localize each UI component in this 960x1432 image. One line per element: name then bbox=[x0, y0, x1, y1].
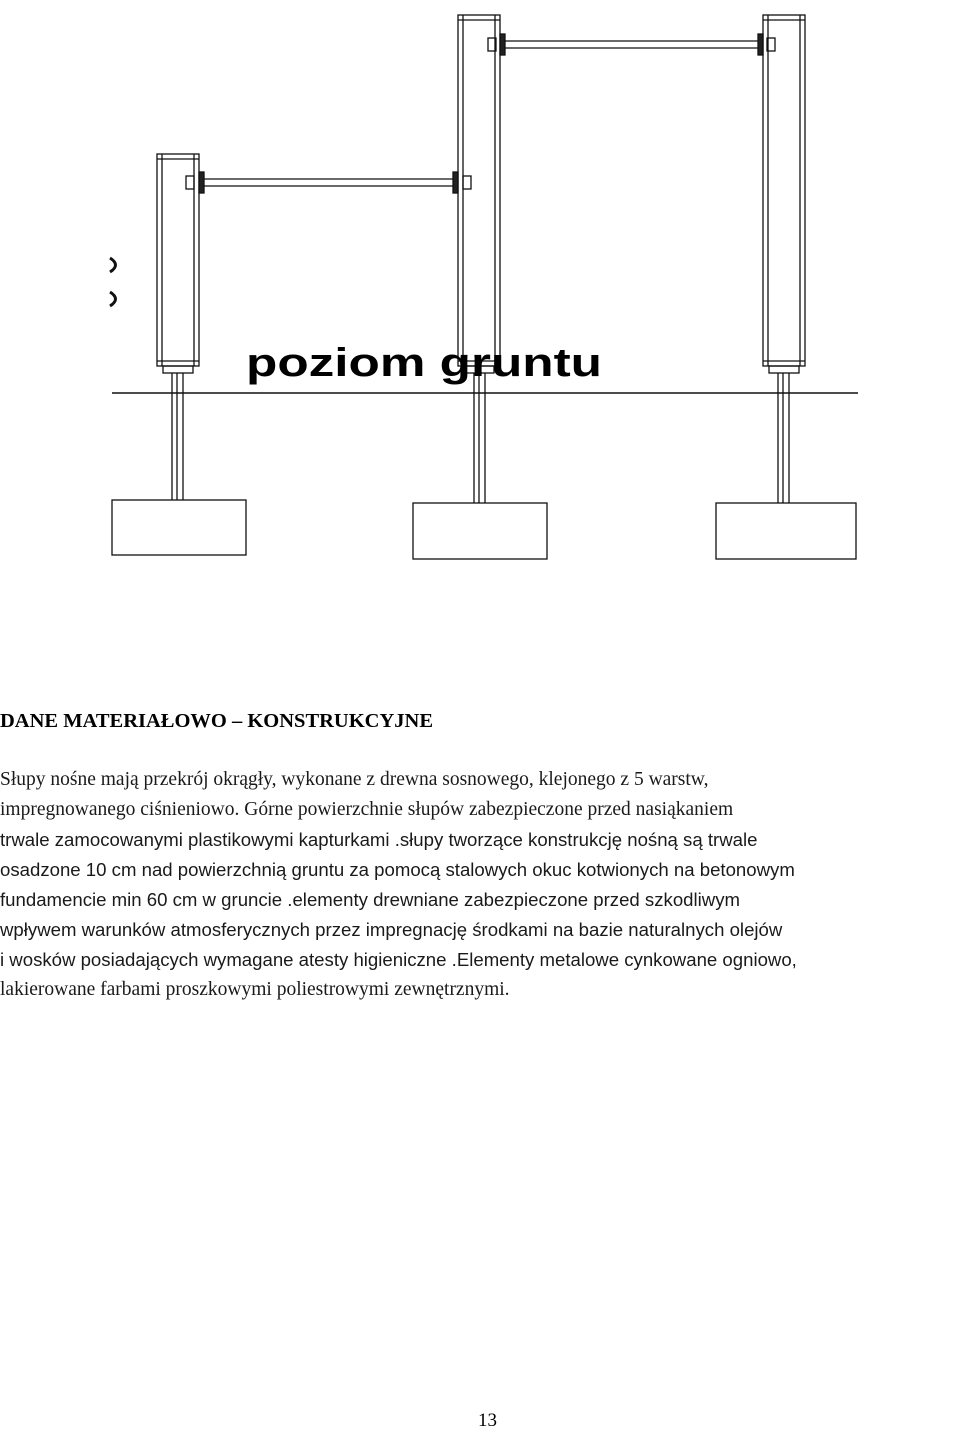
foundation-middle bbox=[413, 503, 547, 559]
page-number: 13 bbox=[478, 1410, 497, 1431]
edge-marks bbox=[110, 258, 116, 306]
paragraph-line: trwale zamocowanymi plastikowymi kapturkami .słupy tworzące konstrukcję nośną są trwale bbox=[0, 829, 758, 850]
paragraph-line: Słupy nośne mają przekrój okrągły, wykonane z drewna sosnowego, klejonego z 5 warstw, bbox=[0, 769, 709, 790]
paragraph-line: fundamencie min 60 cm w gruncie .elementy drewniane zabezpieczone przed szkodliwym bbox=[0, 889, 740, 910]
foundation-right bbox=[716, 503, 856, 559]
bar-upper bbox=[488, 34, 775, 55]
construction-drawing bbox=[0, 0, 960, 600]
paragraph-line: osadzone 10 cm nad powierzchnią gruntu za pomocą stalowych okuc kotwionych na betonowym bbox=[0, 859, 795, 880]
bar-lower bbox=[186, 172, 471, 193]
paragraph-line: lakierowane farbami proszkowymi poliestrowymi zewnętrznymi. bbox=[0, 979, 510, 1000]
paragraph-line: wpływem warunków atmosferycznych przez impregnację środkami na bazie naturalnych olejów bbox=[0, 919, 783, 940]
paragraph-line: impregnowanego ciśnieniowo. Górne powierzchnie słupów zabezpieczone przed nasiąkaniem bbox=[0, 799, 734, 820]
post-left bbox=[157, 154, 199, 500]
post-right bbox=[763, 15, 805, 503]
post-middle bbox=[458, 15, 500, 503]
paragraph-line: i wosków posiadających wymagane atesty higieniczne .Elementy metalowe cynkowane ogniowo, bbox=[0, 949, 797, 970]
section-heading: DANE MATERIAŁOWO – KONSTRUKCYJNE bbox=[0, 710, 434, 732]
ground-level-label: poziom gruntu bbox=[246, 341, 602, 385]
foundation-left bbox=[112, 500, 246, 555]
